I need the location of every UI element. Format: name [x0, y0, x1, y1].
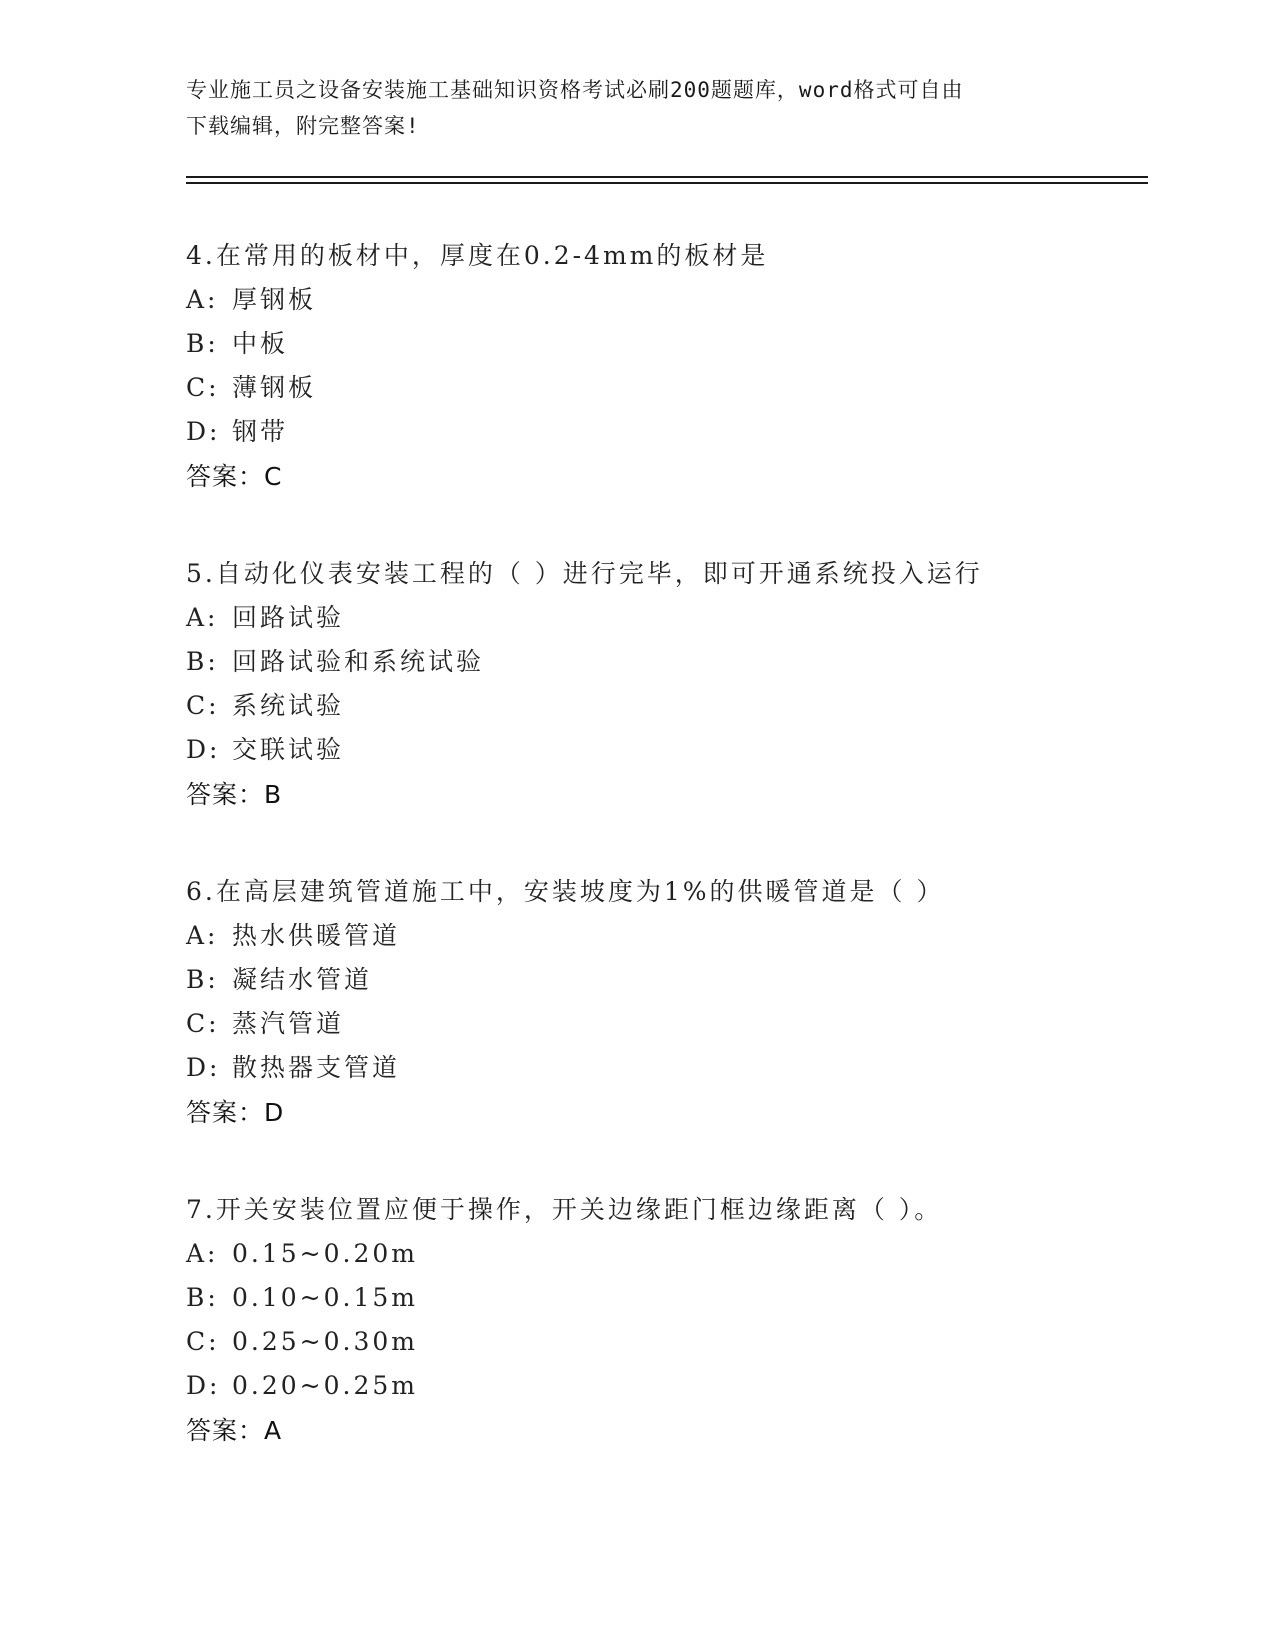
option-b: [186, 640, 1186, 684]
option-d: [186, 1046, 1186, 1090]
option-text: 中板: [232, 329, 289, 358]
option-text: 回路试验: [232, 603, 345, 632]
option-c: [186, 366, 1186, 410]
option-text: 0.15~0.20m: [232, 1239, 418, 1268]
option-letter: B:: [186, 1283, 219, 1312]
document-header: [186, 72, 1066, 144]
option-b: [186, 1276, 1186, 1320]
answer-line: 答案：A: [186, 1416, 283, 1445]
option-letter: A:: [186, 603, 219, 632]
option-d: [186, 728, 1186, 772]
option-a: [186, 278, 1186, 322]
header-divider-bottom: [186, 182, 1148, 184]
question-4: [186, 234, 1186, 500]
option-letter: C:: [186, 691, 220, 720]
option-text: 系统试验: [232, 691, 345, 720]
option-letter: C:: [186, 1009, 220, 1038]
option-letter: A:: [186, 921, 219, 950]
answer-line: 答案：D: [186, 1098, 285, 1127]
question-text: 6.在高层建筑管道施工中，安装坡度为1%的供暖管道是（ ）: [186, 877, 945, 906]
question-5: [186, 552, 1186, 818]
option-b: [186, 322, 1186, 366]
option-d: [186, 1364, 1186, 1408]
question-text: 5.自动化仪表安装工程的（ ）进行完毕，即可开通系统投入运行: [186, 559, 983, 588]
option-letter: D:: [186, 735, 221, 764]
option-c: [186, 1320, 1186, 1364]
question-6: [186, 870, 1186, 1136]
option-letter: B:: [186, 329, 219, 358]
header-divider-top: [186, 176, 1148, 178]
option-c: [186, 1002, 1186, 1046]
option-text: 厚钢板: [232, 285, 317, 314]
header-line-2: 下载编辑，附完整答案!: [186, 114, 420, 138]
option-letter: D:: [186, 1371, 221, 1400]
option-letter: C:: [186, 373, 220, 402]
option-letter: A:: [186, 1239, 219, 1268]
option-text: 回路试验和系统试验: [232, 647, 485, 676]
option-text: 0.25~0.30m: [232, 1327, 418, 1356]
option-text: 散热器支管道: [232, 1053, 401, 1082]
option-text: 交联试验: [232, 735, 345, 764]
header-line-1: 专业施工员之设备安装施工基础知识资格考试必刷200题题库，word格式可自由: [186, 78, 964, 102]
option-c: [186, 684, 1186, 728]
option-b: [186, 958, 1186, 1002]
option-letter: A:: [186, 285, 219, 314]
option-letter: C:: [186, 1327, 220, 1356]
option-text: 热水供暖管道: [232, 921, 401, 950]
answer-line: 答案：B: [186, 780, 283, 809]
option-text: 凝结水管道: [232, 965, 373, 994]
option-letter: B:: [186, 965, 219, 994]
option-letter: D:: [186, 1053, 221, 1082]
option-letter: D:: [186, 417, 221, 446]
option-a: [186, 914, 1186, 958]
question-text: 4.在常用的板材中，厚度在0.2-4mm的板材是: [186, 241, 769, 270]
option-text: 薄钢板: [232, 373, 317, 402]
option-a: [186, 596, 1186, 640]
option-text: 钢带: [232, 417, 289, 446]
option-text: 0.20~0.25m: [232, 1371, 418, 1400]
answer-line: 答案：C: [186, 462, 283, 491]
option-letter: B:: [186, 647, 219, 676]
question-7: [186, 1188, 1186, 1454]
option-text: 蒸汽管道: [232, 1009, 345, 1038]
option-a: [186, 1232, 1186, 1276]
question-text: 7.开关安装位置应便于操作，开关边缘距门框边缘距离（ ）。: [186, 1195, 943, 1224]
option-text: 0.10~0.15m: [232, 1283, 418, 1312]
option-d: [186, 410, 1186, 454]
